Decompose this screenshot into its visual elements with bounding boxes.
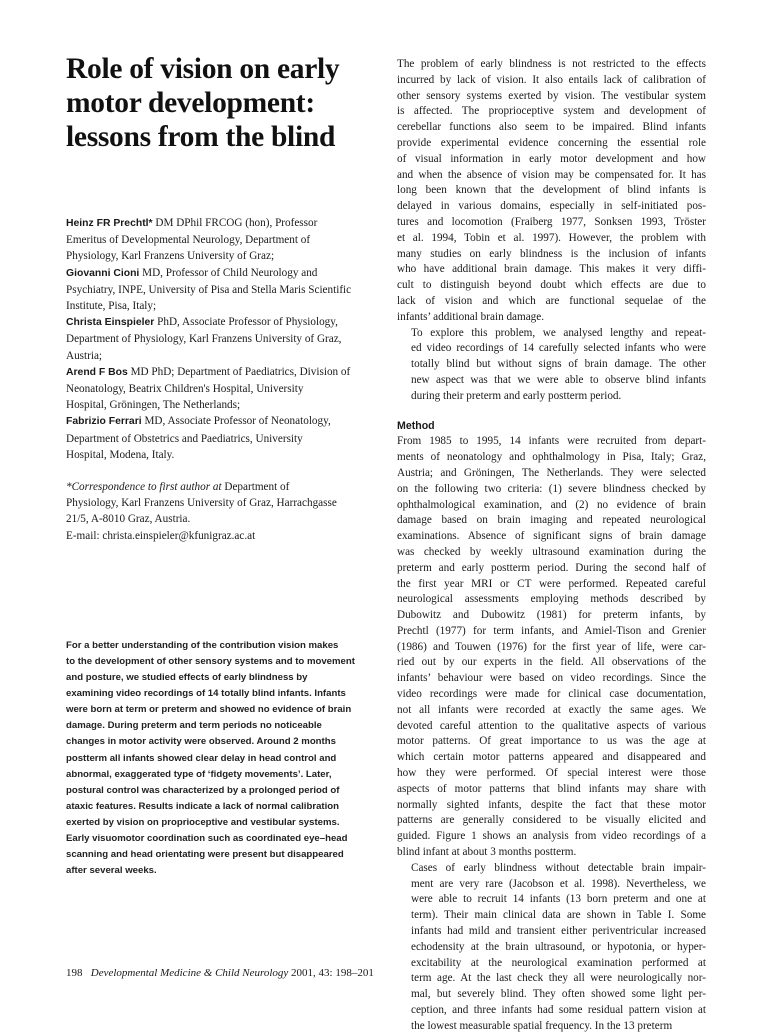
- author-affiliation-text: DM DPhil FRCOG (hon), Professor: [152, 217, 318, 229]
- text-line: ception, and three infants had some residual pattern vision at: [411, 1004, 706, 1017]
- text-line: preterm and early postterm period. During the second half of: [397, 561, 706, 574]
- text-line: on the following two criteria: (1) severe blindness checked by: [397, 482, 706, 495]
- text-line: To explore this problem, we analysed lengthy and repeat-: [411, 326, 706, 339]
- method-paragraph: [397, 434, 706, 861]
- text-line: excitability at the neurological examination performed at: [411, 956, 706, 969]
- correspondence: [66, 479, 373, 544]
- author-line: [66, 364, 373, 381]
- method-paragraph: [397, 861, 706, 1035]
- abstract-line: changes in motor activity were observed. Around 2 months: [66, 736, 336, 748]
- text-line: aspects of motor patterns that blind infants may share with: [397, 782, 706, 795]
- correspondence-email: E-mail: christa.einspieler@kfunigraz.ac.at: [66, 529, 256, 542]
- abstract-line: Early visuomotor coordination such as coordinated eye–head: [66, 832, 348, 844]
- text-line: Cases of early blindness without detectable brain impair-: [411, 861, 706, 874]
- text-line: patterns are generally considered to be visually elicited and: [397, 814, 706, 827]
- author-affiliation-text: Institute, Pisa, Italy;: [66, 300, 157, 313]
- title-line: Role of vision on early: [66, 53, 340, 85]
- text-line: normally sighted infants, despite the fact that these motor: [397, 798, 706, 811]
- abstract-line: For a better understanding of the contribution vision makes: [66, 639, 339, 651]
- abstract: [66, 638, 373, 879]
- text-line: ophthalmological examination, and (2) no evidence of brain: [397, 498, 706, 511]
- author-name: Fabrizio Ferrari: [66, 416, 142, 428]
- text-line: cerebellar functions also seem to be impaired. Blind infants: [397, 121, 706, 134]
- text-line: infants’ behaviour were based on video recordings. Since the: [397, 672, 706, 685]
- text-line: new aspect was that we were able to observe blind infants: [411, 373, 706, 386]
- intro-paragraph: [397, 326, 706, 405]
- abstract-line: and posture, we studied effects of early blindness by: [66, 672, 308, 684]
- text-line: of visual information in early motor development and how: [397, 152, 706, 165]
- text-line: the lowest measurable spatial frequency. In the 13 preterm: [411, 1019, 673, 1032]
- text-line: was checked by weekly ultrasound examination during the: [397, 545, 706, 558]
- author-line: [66, 348, 373, 364]
- article-title: [66, 52, 373, 154]
- author-line: [66, 447, 373, 463]
- journal-name: Developmental Medicine & Child Neurology: [90, 967, 289, 979]
- author-line: [66, 248, 373, 264]
- author-affiliation-text: Physiology, Karl Franzens University of Graz;: [66, 250, 275, 263]
- author-affiliation-text: Hospital, Gröningen, The Netherlands;: [66, 399, 241, 412]
- text-line: term age. At the last check they all were neurologically nor-: [411, 972, 706, 985]
- author-line: [66, 413, 373, 430]
- citation: 2001, 43: 198–201: [288, 967, 374, 979]
- left-column: [66, 52, 373, 879]
- text-line: infants’ additional brain damage.: [397, 310, 545, 323]
- text-line: totally blind but without signs of brain damage. The other: [411, 358, 706, 371]
- author-affiliation-text: Psychiatry, INPE, University of Pisa and Stella Maris Scientific: [66, 283, 352, 296]
- author-affiliation-text: Hospital, Modena, Italy.: [66, 448, 175, 461]
- text-line: term). Their main clinical data are shown in Table I. Some: [411, 909, 706, 922]
- author-affiliation-text: PhD, Associate Professor of Physiology,: [154, 316, 338, 329]
- text-line: video recordings were made for clinical case documentation,: [397, 688, 706, 701]
- author-line: [66, 282, 373, 298]
- page-footer: [66, 966, 374, 980]
- text-line: not all infants were recorded at exactly the same ages. We: [397, 703, 706, 716]
- text-line: ried out by our experts in the field. All observations of the: [397, 656, 706, 669]
- text-line: ment are very rare (Jacobson et al. 1998). Nevertheless, we: [411, 877, 706, 890]
- correspondence-line: *Correspondence to first author at Department of: [66, 481, 290, 494]
- correspondence-line: 21/5, A-8010 Graz, Austria.: [66, 513, 191, 526]
- text-line: damage based on brain imaging and repeated neurological: [397, 514, 706, 527]
- text-line: mal, but severely blind. They often showed some light per-: [411, 988, 706, 1001]
- title-line: lessons from the blind: [66, 121, 336, 153]
- author-name: Heinz FR Prechtl*: [66, 218, 153, 229]
- correspondence-line: Physiology, Karl Franzens University of Graz, Harrachgasse: [66, 497, 337, 510]
- author-line: [66, 215, 373, 232]
- right-column: [397, 57, 706, 1035]
- text-line: which certain motor patterns appeared and disappeared and: [397, 751, 706, 764]
- text-line: incurred by lack of vision. It also entails lack of calibration of: [397, 73, 706, 86]
- text-line: who have additional brain damage. This makes it very diffi-: [397, 263, 706, 276]
- abstract-line: postural control was characterized by a prolonged period of: [66, 784, 340, 796]
- text-line: lack of vision and which are functional sequelae of the: [397, 294, 706, 307]
- text-line: blind infant at about 3 months postterm.: [397, 846, 577, 859]
- author-line: [66, 431, 373, 447]
- text-line: tures and locomotion (Fraiberg 1977, Sonksen 1993, Tröster: [397, 215, 706, 228]
- text-line: other sensory systems exerted by vision. The vestibular system: [397, 89, 706, 102]
- author-line: [66, 265, 373, 282]
- text-line: many studies on early blindness is the inclusion of infants: [397, 247, 706, 260]
- text-line: (1986) and Touwen (1976) for the first year of life, were car-: [397, 640, 706, 653]
- author-name: Christa Einspieler: [66, 317, 155, 329]
- text-line: is affected. The proprioceptive system and development of: [397, 105, 706, 118]
- author-line: [66, 298, 373, 314]
- text-line: guided. Figure 1 shows an analysis from video recordings of a: [397, 830, 706, 843]
- text-line: motor patterns. Of great importance to us was the age at: [397, 735, 706, 748]
- intro-paragraph: [397, 57, 706, 326]
- author-affiliation-text: Department of Physiology, Karl Franzens University of Graz,: [66, 333, 342, 346]
- text-line: long been known that the development of blind infants is: [397, 184, 706, 197]
- author-line: [66, 314, 373, 331]
- author-affiliation-text: MD, Professor of Child Neurology and: [139, 266, 318, 279]
- text-line: Austria; and Gröningen, The Netherlands. They were selected: [397, 466, 706, 479]
- abstract-line: after several weeks.: [66, 865, 157, 877]
- text-line: infants had mild and transient either periventricular increased: [411, 925, 706, 938]
- method-heading: Method: [397, 419, 435, 432]
- text-line: et al. 1994, Tobin et al. 1997). However, the problem with: [397, 231, 706, 244]
- text-line: ed video recordings of 14 carefully selected infants who were: [411, 342, 706, 355]
- text-line: were able to recruit 14 infants (13 born preterm and one at: [411, 893, 706, 906]
- abstract-line: scanning and head orientating were present but disappeared: [66, 849, 344, 861]
- author-line: [66, 331, 373, 347]
- abstract-line: postterm all infants showed clear delay in head control and: [66, 752, 337, 764]
- author-line: [66, 381, 373, 397]
- abstract-line: damage. During preterm and term periods no noticeable: [66, 720, 322, 732]
- author-affiliation-text: Department of Obstetrics and Paediatrics, University: [66, 432, 303, 445]
- abstract-line: exerted by vision on proprioceptive and vestibular systems.: [66, 816, 340, 828]
- text-line: Dubowitz and Dubowitz (1981) for preterm infants, by: [397, 609, 706, 622]
- text-line: examinations. Absence of significant signs of brain damage: [397, 530, 706, 543]
- author-line: [66, 397, 373, 413]
- author-affiliation-text: Emeritus of Developmental Neurology, Department of: [66, 234, 311, 247]
- text-line: and when the absence of vision may be compensated for. It has: [397, 168, 706, 181]
- correspondence-label: *Correspondence to first author at: [66, 481, 222, 494]
- author-affiliation-text: MD, Associate Professor of Neonatology,: [141, 415, 331, 428]
- author-name: Giovanni Cioni: [66, 267, 140, 279]
- text-line: From 1985 to 1995, 14 infants were recruited from depart-: [397, 435, 706, 448]
- author-affiliations: [66, 215, 373, 463]
- abstract-line: abnormal, exaggerated type of ‘fidgety movements’. Later,: [66, 768, 332, 780]
- text-line: The problem of early blindness is not restricted to the effects: [397, 58, 706, 70]
- author-line: [66, 232, 373, 248]
- text-line: during their preterm and early postterm period.: [411, 389, 622, 402]
- text-line: Prechtl (1977) for term infants, and Amiel-Tison and Grenier: [397, 624, 706, 637]
- author-name: Arend F Bos: [66, 366, 128, 378]
- text-line: the first year MRI or CT were performed. Repeated careful: [397, 577, 706, 590]
- text-line: neurological assessments employing methods described by: [397, 593, 706, 606]
- text-line: devoted careful attention to the qualitative aspects of various: [397, 719, 706, 732]
- text-line: provide experimental evidence concerning the essential role: [397, 136, 706, 149]
- abstract-line: to the development of other sensory systems and to movement: [66, 655, 355, 667]
- page-number: 198: [66, 967, 83, 979]
- title-line: motor development:: [66, 87, 315, 119]
- text-line: echodensity at the brain ultrasound, or hypotonia, or hyper-: [411, 940, 706, 953]
- author-affiliation-text: MD PhD; Department of Paediatrics, Division of: [127, 365, 351, 378]
- abstract-line: were born at term or preterm and showed no evidence of brain: [66, 704, 352, 716]
- text-line: delayed in various domains, especially in self-initiated pos-: [397, 200, 706, 213]
- abstract-line: ataxic features. Results indicate a lack of normal calibration: [66, 800, 339, 812]
- text-line: ments of neonatology and ophthalmology in Pisa, Italy; Graz,: [397, 451, 706, 464]
- author-affiliation-text: Neonatology, Beatrix Children's Hospital, University: [66, 383, 304, 396]
- text-line: cult to distinguish beyond doubt which effects are due to: [397, 279, 706, 292]
- text-line: how they were performed. Of special interest were those: [397, 767, 706, 780]
- author-affiliation-text: Austria;: [66, 349, 103, 362]
- abstract-line: examining video recordings of 14 totally blind infants. Infants: [66, 688, 346, 700]
